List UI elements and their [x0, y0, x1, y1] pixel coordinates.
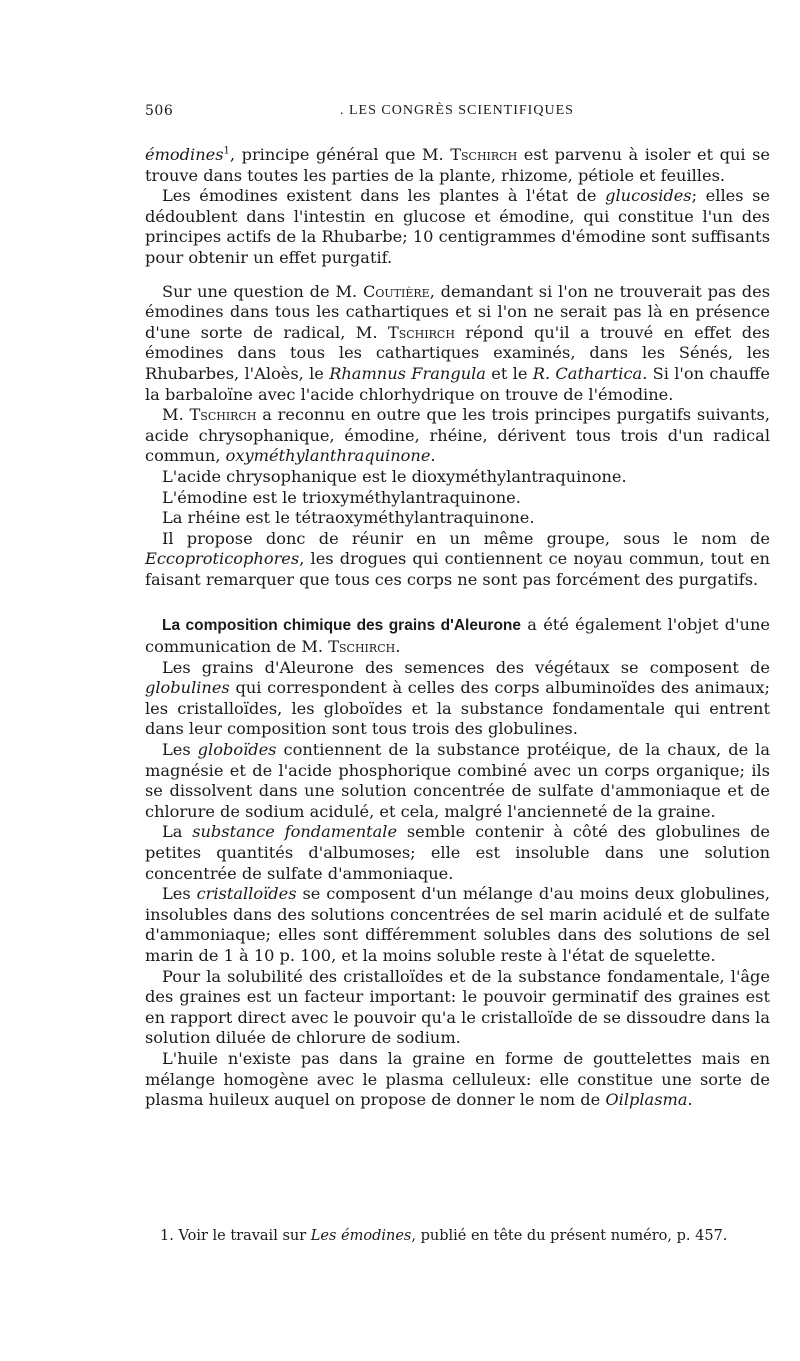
text-run: La rhéine est le tétraoxyméthylantraquinone.: [162, 508, 535, 528]
text-run: Oilplasma: [605, 1090, 688, 1110]
text-run: .: [687, 1090, 693, 1110]
text-run: globoïdes: [197, 740, 277, 760]
text-run: Les: [162, 884, 197, 904]
text-run: Les grains d'Aleurone des semences des végétaux se composent de: [162, 657, 770, 677]
paragraph: [145, 884, 770, 966]
text-run: M.: [162, 405, 190, 425]
text-run: Rhamnus Frangula: [329, 363, 486, 383]
text-run: contiennent de la substance protéique, de la chaux, de la magnésie et de l'acide phosphorique combiné avec un corps organique; ils se dissolvent dans une solution concentrée de sulfate d'ammoniaque et de chlorure de sodium acidulé, et cela, malgré l'ancienneté de la graine.: [145, 740, 770, 821]
text-run: .: [430, 446, 436, 466]
paragraph: [145, 967, 770, 1049]
paragraph: [145, 740, 770, 822]
text-run: , les drogues qui contiennent ce noyau commun, tout en faisant remarquer que tous ces corps ne sont pas forcément des purgatifs.: [145, 549, 770, 589]
text-run: ; elles se dédoublent dans l'intestin en glucose et émodine, qui constitue l'un des principes actifs de la Rhubarbe; 10 centigrammes d'émodine sont suffisants pour obtenir un effet purgatif.: [145, 186, 770, 267]
text-run: globulines: [145, 678, 230, 698]
text-run: L'huile n'existe pas dans la graine en forme de gouttelettes mais en mélange homogène avec le plasma celluleux: elle constitue une sorte de plasma huileux auquel on propose de donner le nom de: [145, 1048, 770, 1110]
text-run: 1. Voir le travail sur: [160, 1228, 311, 1244]
text-run: substance fondamentale: [192, 822, 398, 842]
text-run: La: [162, 822, 193, 842]
text-run: est parvenu à isoler et qui se trouve dans toutes les parties de la plante, rhizome, pétiole et feuilles.: [145, 145, 770, 185]
text-run: et le: [485, 363, 533, 383]
text-run: , demandant si l'on ne trouverait pas des émodines dans tous les cathartiques et si l'on ne serait pas là en présence d'une sorte de radical, M.: [145, 281, 770, 342]
text-run: Il propose donc de réunir en un même groupe, sous le nom de: [162, 528, 770, 548]
text-run: Tschirch: [328, 637, 396, 657]
paragraph: [145, 282, 770, 406]
footnote: [160, 1227, 770, 1245]
paragraph: [145, 145, 770, 186]
running-title: . LES CONGRÈS SCIENTIFIQUES: [340, 103, 574, 118]
text-run: , publié en tête du présent numéro, p. 457.: [411, 1228, 728, 1244]
text-run: Sur une question de M.: [162, 281, 363, 301]
paragraph: [145, 529, 770, 591]
page-number: 506: [145, 103, 174, 119]
paragraph: [145, 467, 770, 488]
text-run: . Si l'on chauffe la barbaloïne avec l'acide chlorhydrique on trouve de l'émodine.: [145, 363, 771, 404]
text-run: Les émodines: [310, 1228, 412, 1244]
paragraph: [145, 508, 770, 529]
section-heading: La composition chimique des grains d'Aleurone: [162, 617, 521, 635]
text-run: a été également l'objet d'une communication de M.: [145, 615, 770, 657]
text-run: L'émodine est le trioxyméthylantraquinone.: [162, 487, 521, 507]
text-run: émodines: [145, 145, 224, 164]
text-run: Tschirch: [189, 405, 257, 425]
text-run: cristalloïdes: [196, 884, 297, 904]
text-run: oxyméthylanthraquinone: [225, 446, 431, 466]
text-run: Les émodines existent dans les plantes à l'état de: [162, 186, 606, 206]
text-run: semble contenir à côté des globulines de petites quantités d'albumoses; elle est insoluble dans une solution concentrée de sulfate d'ammoniaque.: [145, 822, 771, 883]
text-run: répond qu'il a trouvé en effet des émodines dans tous les cathartiques examinés, dans les Sénés, les Rhubarbes, l'Aloès, le: [145, 322, 770, 383]
paragraph: [145, 1049, 770, 1111]
footnote-ref: 1: [223, 145, 230, 157]
text-run: Eccoproticophores: [145, 549, 300, 569]
text-run: Tschirch: [450, 145, 518, 164]
text-run: .: [395, 637, 401, 657]
text-run: qui correspondent à celles des corps albuminoïdes des animaux; les cristalloïdes, les globoïdes et la substance fondamentale qui entrent dans leur composition sont tous trois des globulines.: [145, 678, 770, 739]
text-run: L'acide chrysophanique est le dioxyméthylantraquinone.: [162, 466, 627, 486]
section-paragraph: [145, 615, 770, 657]
text-run: glucosides: [605, 186, 692, 206]
text-run: Coutière: [363, 281, 430, 301]
paragraph: [145, 658, 770, 740]
paragraph: [145, 822, 770, 884]
text-run: Les: [162, 740, 198, 760]
text-run: Tschirch: [387, 322, 455, 342]
paragraph: [145, 186, 770, 268]
paragraph: [145, 405, 770, 467]
article-body: [145, 145, 770, 1111]
text-run: , principe général que M.: [229, 145, 451, 164]
text-run: se composent d'un mélange d'au moins deux globulines, insolubles dans des solutions concentrées de sel marin acidulé et de sulfate d'ammoniaque; elles sont différemment solubles dans des solutions de sel marin de 1 à 10 p. 100, et la moins soluble reste à l'état de squelette.: [145, 884, 770, 965]
text-run: R. Cathartica: [532, 363, 643, 383]
paragraph: [145, 488, 770, 509]
text-run: a reconnu en outre que les trois principes purgatifs suivants, acide chrysophanique, émodine, rhéine, dérivent tous trois d'un radical commun,: [145, 405, 770, 466]
text-run: Pour la solubilité des cristalloïdes et de la substance fondamentale, l'âge des graines est un facteur important: le pouvoir germinatif des graines est en rapport direct avec le pouvoir qu'a le cristalloïde de se dissoudre dans la solution diluée de chlorure de sodium.: [145, 966, 770, 1048]
